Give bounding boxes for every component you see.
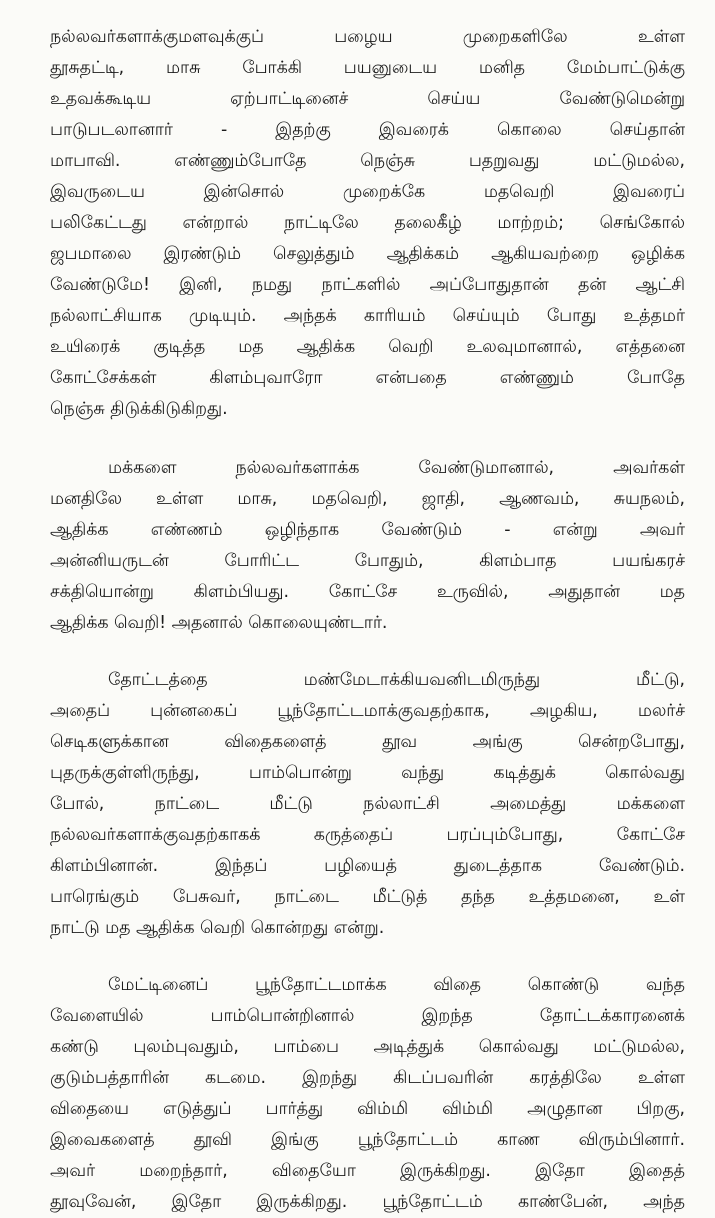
text-line: மக்களை நல்லவர்களாக்க வேண்டுமானால், அவர்கள் bbox=[108, 458, 685, 478]
text-line: நல்லாட்சியாக முடியும். அந்தக் காரியம் செய்யும் போது உத்தமர் bbox=[50, 306, 685, 326]
text-line: மாபாவி. எண்ணும்போதே நெஞ்சு பதறுவது மட்டுமல்ல, bbox=[50, 151, 685, 171]
text-line: பலிகேட்டது என்றால் நாட்டிலே தலைகீழ் மாற்றம்; செங்கோல் bbox=[50, 213, 685, 233]
text-line: இவருடைய இன்சொல் முறைக்கே மதவெறி இவரைப் bbox=[50, 182, 685, 202]
paragraph-4 bbox=[50, 970, 685, 1218]
text-line: நாட்டு மத ஆதிக்க வெறி கொன்றது என்று. bbox=[50, 918, 385, 938]
text-line: போல், நாட்டை மீட்டு நல்லாட்சி அமைத்து மக்களை bbox=[50, 794, 685, 814]
paragraph-3 bbox=[50, 665, 685, 944]
text-line: செடிகளுக்கான விதைகளைத் தூவ அங்கு சென்றபோது, bbox=[50, 732, 685, 752]
text-line: உயிரைக் குடித்த மத ஆதிக்க வெறி உலவுமானால், எத்தனை bbox=[50, 337, 685, 357]
text-line: மனதிலே உள்ள மாசு, மதவெறி, ஜாதி, ஆணவம், சுயநலம், bbox=[50, 489, 685, 509]
text-line: ஆதிக்க எண்ணம் ஒழிந்தாக வேண்டும் - என்று அவர் bbox=[50, 520, 685, 540]
text-line: கிளம்பினான். இந்தப் பழியைத் துடைத்தாக வேண்டும். bbox=[50, 856, 685, 876]
text-line: புதருக்குள்ளிருந்து, பாம்பொன்று வந்து கடித்துக் கொல்வது bbox=[50, 763, 685, 783]
text-line: வேண்டுமே! இனி, நமது நாட்களில் அப்போதுதான் தன் ஆட்சி bbox=[50, 275, 685, 295]
text-line: தூசுதட்டி, மாசு போக்கி பயனுடைய மனித மேம்பாட்டுக்கு bbox=[50, 58, 685, 78]
text-line: கோட்சேக்கள் கிளம்புவாரோ என்பதை எண்ணும் போதே bbox=[50, 368, 685, 388]
text-line: நல்லவர்களாக்குமளவுக்குப் பழைய முறைகளிலே உள்ள bbox=[50, 27, 685, 47]
text-line: சக்தியொன்று கிளம்பியது. கோட்சே உருவில், அதுதான் மத bbox=[50, 582, 685, 602]
text-line: தூவுவேன், இதோ இருக்கிறது. பூந்தோட்டம் காண்பேன், அந்த bbox=[50, 1192, 685, 1212]
text-line: வேளையில் பாம்பொன்றினால் இறந்த தோட்டக்காரனைக் bbox=[50, 1006, 685, 1026]
paragraph-1 bbox=[50, 22, 685, 425]
text-line: ஆதிக்க வெறி! அதனால் கொலையுண்டார். bbox=[50, 613, 388, 633]
text-line: அதைப் புன்னகைப் பூந்தோட்டமாக்குவதற்காக, அழகிய, மலர்ச் bbox=[50, 701, 685, 721]
text-line: விதையை எடுத்துப் பார்த்து விம்மி விம்மி அழுதான பிறகு, bbox=[50, 1099, 685, 1119]
text-line: தோட்டத்தை மண்மேடாக்கியவனிடமிருந்து மீட்டு, bbox=[108, 670, 685, 690]
text-line: குடும்பத்தாரின் கடமை. இறந்து கிடப்பவரின் கரத்திலே உள்ள bbox=[50, 1068, 685, 1088]
text-line: நல்லவர்களாக்குவதற்காகக் கருத்தைப் பரப்பும்போது, கோட்சே bbox=[50, 825, 685, 845]
text-line: அன்னியருடன் போரிட்ட போதும், கிளம்பாத பயங்கரச் bbox=[50, 551, 685, 571]
text-line: கண்டு புலம்புவதும், பாம்பை அடித்துக் கொல்வது மட்டுமல்ல, bbox=[50, 1037, 685, 1057]
text-line: ஜபமாலை இரண்டும் செலுத்தும் ஆதிக்கம் ஆகியவற்றை ஒழிக்க bbox=[50, 244, 685, 264]
text-line: பாடுபடலானார் - இதற்கு இவரைக் கொலை செய்தான் bbox=[50, 120, 685, 140]
paragraph-2 bbox=[50, 453, 685, 639]
text-line: பாரெங்கும் பேசுவர், நாட்டை மீட்டுத் தந்த உத்தமனை, உள் bbox=[50, 887, 685, 907]
text-line: அவர் மறைந்தார், விதையோ இருக்கிறது. இதோ இதைத் bbox=[50, 1161, 685, 1181]
text-line: மேட்டினைப் பூந்தோட்டமாக்க விதை கொண்டு வந்த bbox=[108, 975, 685, 995]
text-line: இவைகளைத் தூவி இங்கு பூந்தோட்டம் காண விரும்பினார். bbox=[50, 1130, 685, 1150]
text-line: நெஞ்சு திடுக்கிடுகிறது. bbox=[50, 399, 228, 419]
text-line: உதவக்கூடிய ஏற்பாட்டினைச் செய்ய வேண்டுமென்று bbox=[50, 89, 685, 109]
